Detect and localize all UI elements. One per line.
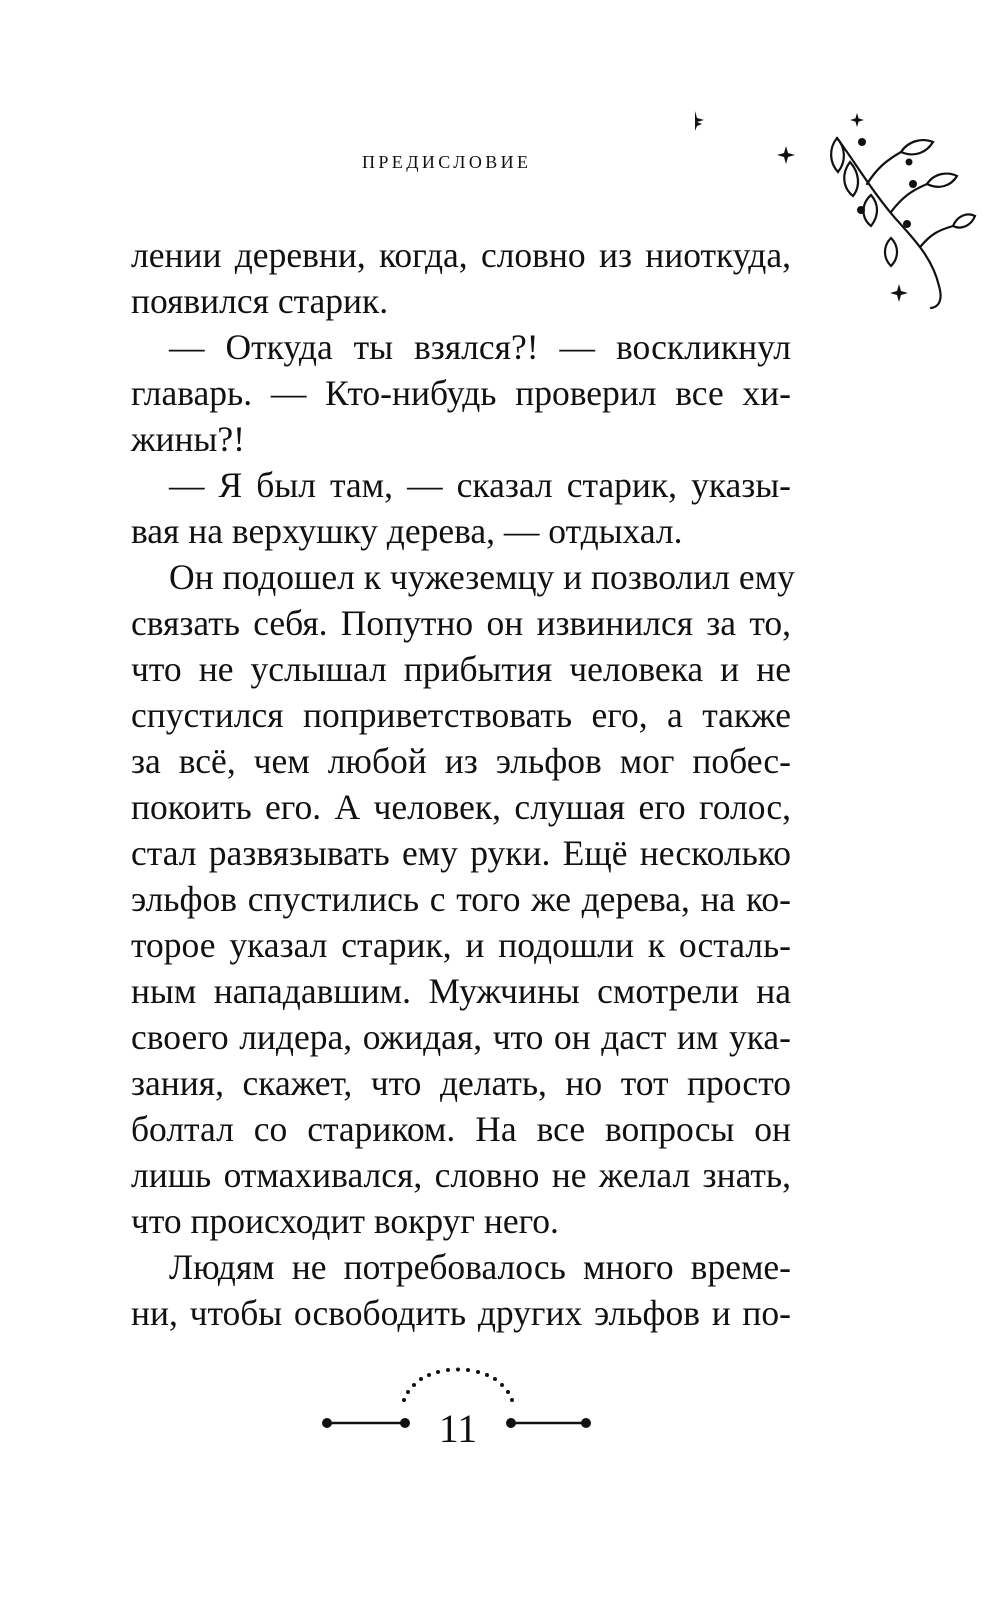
- text-line: торое указал старик, и подошли к осталь-: [131, 925, 791, 965]
- text-line: что происходит вокруг него.: [131, 1201, 559, 1241]
- text-line: стал развязывать ему руки. Ещё несколько: [131, 833, 791, 873]
- text-line: главарь. — Кто-нибудь проверил все хи-: [131, 373, 791, 413]
- text-line: лишь отмахивался, словно не желал знать,: [131, 1155, 791, 1195]
- text-line: зания, скажет, что делать, но тот просто: [131, 1063, 791, 1103]
- text-line: спустился поприветствовать его, а также: [131, 695, 791, 735]
- text-line: появился старик.: [131, 281, 389, 321]
- text-line: ным нападавшим. Мужчины смотрели на: [131, 971, 791, 1011]
- text-line: ни, чтобы освободить других эльфов и по-: [131, 1293, 791, 1333]
- page-number: 11: [438, 1406, 478, 1451]
- page-footer: [318, 1362, 598, 1462]
- text-line: болтал со стариком. На все вопросы он: [131, 1109, 791, 1149]
- text-line: за всё, чем любой из эльфов мог побес-: [131, 741, 791, 781]
- text-line: Он подошел к чужеземцу и позволил ему: [169, 557, 795, 597]
- running-header: ПРЕДИСЛОВИЕ: [362, 152, 532, 172]
- body-text: [131, 232, 795, 1336]
- text-line: эльфов спустились с того же дерева, на ко-: [131, 879, 791, 919]
- text-line: — Откуда ты взялся?! — воскликнул: [169, 327, 791, 367]
- text-line: покоить его. А человек, слушая его голос,: [131, 787, 791, 827]
- text-line: лении деревни, когда, словно из ниоткуда,: [131, 235, 791, 275]
- text-line: Людям не потребовалось много време-: [169, 1247, 791, 1287]
- text-line: своего лидера, ожидая, что он даст им ука-: [131, 1017, 791, 1057]
- text-line: связать себя. Попутно он извинился за то,: [131, 603, 791, 643]
- text-line: что не услышал прибытия человека и не: [131, 649, 791, 689]
- text-line: — Я был там, — сказал старик, указы-: [169, 465, 791, 505]
- text-line: жины?!: [131, 419, 245, 459]
- text-line: вая на верхушку дерева, — отдыхал.: [131, 511, 683, 551]
